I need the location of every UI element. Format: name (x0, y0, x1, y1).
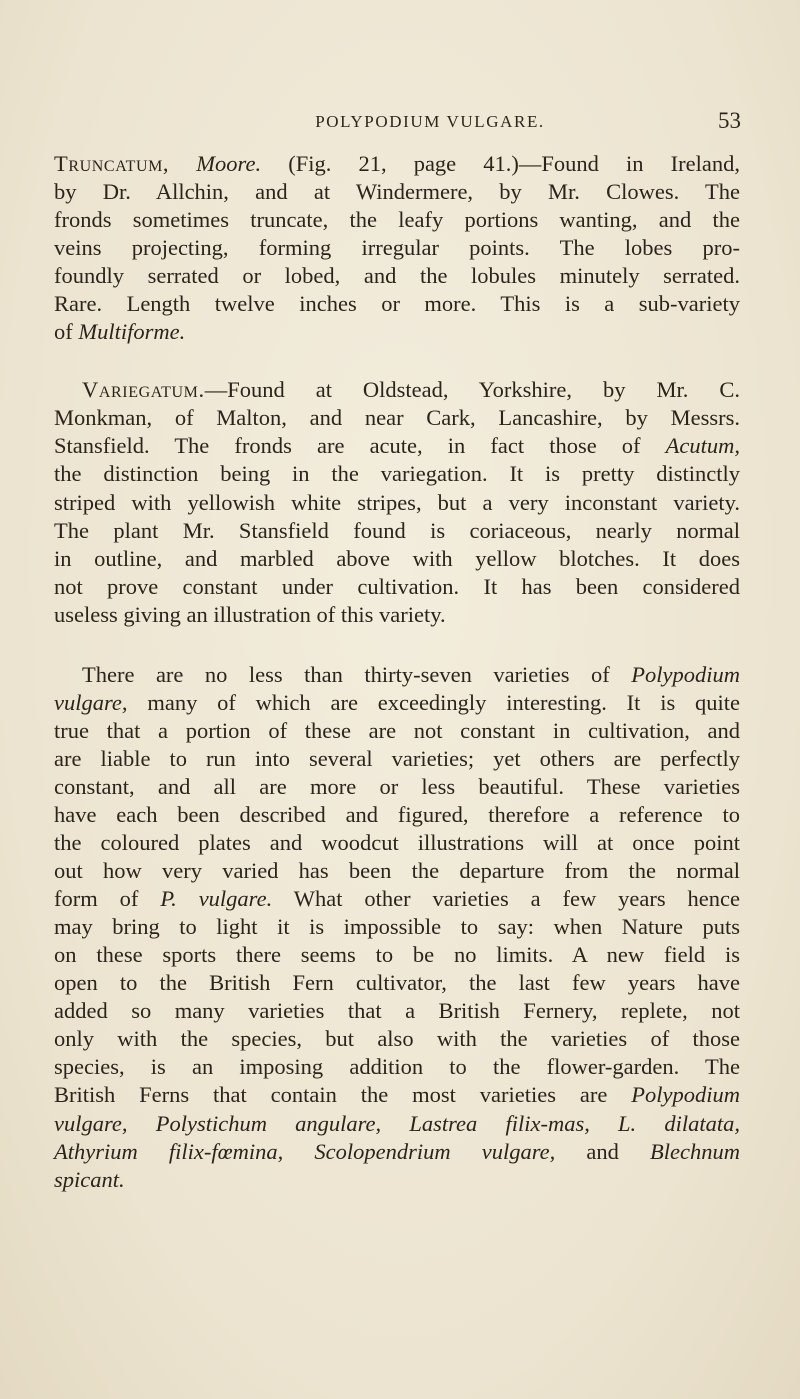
text-line (54, 262, 740, 290)
italic-run: P. vulgare. (160, 886, 273, 912)
running-title: POLYPODIUM VULGARE. (315, 112, 545, 131)
text-run: striped with yellowish white stripes, but a very inconstant variety. (54, 489, 740, 515)
text-line (54, 1025, 740, 1053)
text-line (54, 601, 740, 629)
text-line (54, 913, 740, 941)
text-line (54, 689, 740, 717)
text-run (169, 151, 196, 176)
italic-run: Acutum, (665, 433, 740, 459)
text-run: added so many varieties that a British Fernery, replete, not (54, 998, 740, 1024)
text-line (54, 150, 740, 178)
text-line (54, 1138, 740, 1166)
text-run: British Ferns that contain the most varieties are (54, 1082, 632, 1108)
text-line (54, 573, 740, 601)
text-line (54, 1081, 740, 1109)
text-line (54, 745, 740, 773)
text-run: not prove constant under cultivation. It has been considered (54, 573, 740, 599)
variety-heading: Truncatum, (54, 151, 170, 176)
text-line (54, 1110, 740, 1138)
text-run: Rare. Length twelve inches or more. This is a sub-variety (54, 291, 740, 317)
text-run: (Fig. 21, page 41.)—Found in Ireland, (261, 151, 740, 176)
text-run: many of which are exceedingly interesting. It is quite (127, 689, 740, 715)
text-line (54, 178, 740, 206)
text-run: out how very varied has been the departure from the normal (54, 858, 740, 884)
text-run: the coloured plates and woodcut illustrations will at once point (54, 830, 740, 856)
text-line (54, 545, 740, 573)
text-run: What other varieties a few years hence (272, 886, 740, 912)
text-run: may bring to light it is impossible to say: when Nature puts (54, 914, 740, 940)
text-line (54, 941, 740, 969)
italic-run: vulgare, (54, 689, 128, 715)
page-number: 53 (718, 108, 741, 133)
text-run: form of (54, 886, 161, 912)
text-line (54, 969, 740, 997)
body-text (54, 150, 740, 1194)
text-line (54, 773, 740, 801)
text-run: of (54, 319, 79, 345)
italic-run: Polypodium (631, 661, 740, 687)
text-line (54, 1166, 740, 1194)
text-line (54, 717, 740, 745)
running-head (0, 108, 800, 138)
text-run: true that a portion of these are not constant in cultivation, and (54, 717, 740, 743)
text-run: the distinction being in the variegation. It is pretty distinctly (54, 461, 740, 487)
text-run: useless giving an illustration of this variety. (54, 601, 446, 627)
text-line (54, 857, 740, 885)
text-line (54, 489, 740, 517)
text-line (54, 376, 740, 404)
text-line (54, 290, 740, 318)
text-line (54, 318, 740, 346)
text-line (54, 801, 740, 829)
text-line (54, 234, 740, 262)
text-run: are liable to run into several varieties; yet others are perfectly (54, 745, 740, 771)
text-run: fronds sometimes truncate, the leafy portions wanting, and the (54, 207, 740, 233)
italic-run: Athyrium filix-fœmina, Scolopendrium vulgare, (54, 1138, 556, 1164)
italic-run: vulgare, Polystichum angulare, Lastrea filix-mas, L. dilatata, (54, 1110, 740, 1136)
text-line (54, 1053, 740, 1081)
text-run: veins projecting, forming irregular points. The lobes pro- (54, 235, 740, 261)
text-line (54, 661, 740, 689)
text-line (54, 997, 740, 1025)
italic-run: Blechnum (650, 1138, 740, 1164)
variety-heading: Variegatum. (82, 377, 205, 403)
text-run: foundly serrated or lobed, and the lobules minutely serrated. (54, 263, 740, 289)
text-run: by Dr. Allchin, and at Windermere, by Mr. Clowes. The (54, 179, 740, 205)
text-line (54, 206, 740, 234)
text-line (54, 460, 740, 488)
text-run: have each been described and figured, therefore a reference to (54, 801, 740, 827)
text-run: open to the British Fern cultivator, the last few years have (54, 970, 740, 996)
text-run: —Found at Oldstead, Yorkshire, by Mr. C. (204, 377, 740, 403)
text-run: Monkman, of Malton, and near Cark, Lancashire, by Messrs. (54, 405, 740, 431)
italic-run: Polypodium (631, 1082, 740, 1108)
text-run: only with the species, but also with the varieties of those (54, 1026, 740, 1052)
text-line (54, 885, 740, 913)
text-run: on these sports there seems to be no limits. A new field is (54, 942, 740, 968)
italic-run: Multiforme. (78, 319, 186, 345)
text-line (54, 829, 740, 857)
paragraph-variegatum (54, 376, 740, 628)
text-line (54, 432, 740, 460)
italic-run: Moore. (196, 151, 262, 176)
text-run: The plant Mr. Stansfield found is coriaceous, nearly normal (54, 517, 740, 543)
text-run: Stansfield. The fronds are acute, in fact those of (54, 433, 666, 459)
text-line (54, 517, 740, 545)
paragraph-truncatum (54, 150, 740, 346)
paragraph-summary (54, 661, 740, 1194)
text-run: There are no less than thirty-seven varieties of (82, 661, 632, 687)
text-run: constant, and all are more or less beautiful. These varieties (54, 773, 740, 799)
italic-run: spicant. (54, 1166, 125, 1192)
text-run: species, is an imposing addition to the flower-garden. The (54, 1054, 740, 1080)
text-run: in outline, and marbled above with yellow blotches. It does (54, 545, 740, 571)
text-line (54, 404, 740, 432)
text-run: and (555, 1138, 651, 1164)
